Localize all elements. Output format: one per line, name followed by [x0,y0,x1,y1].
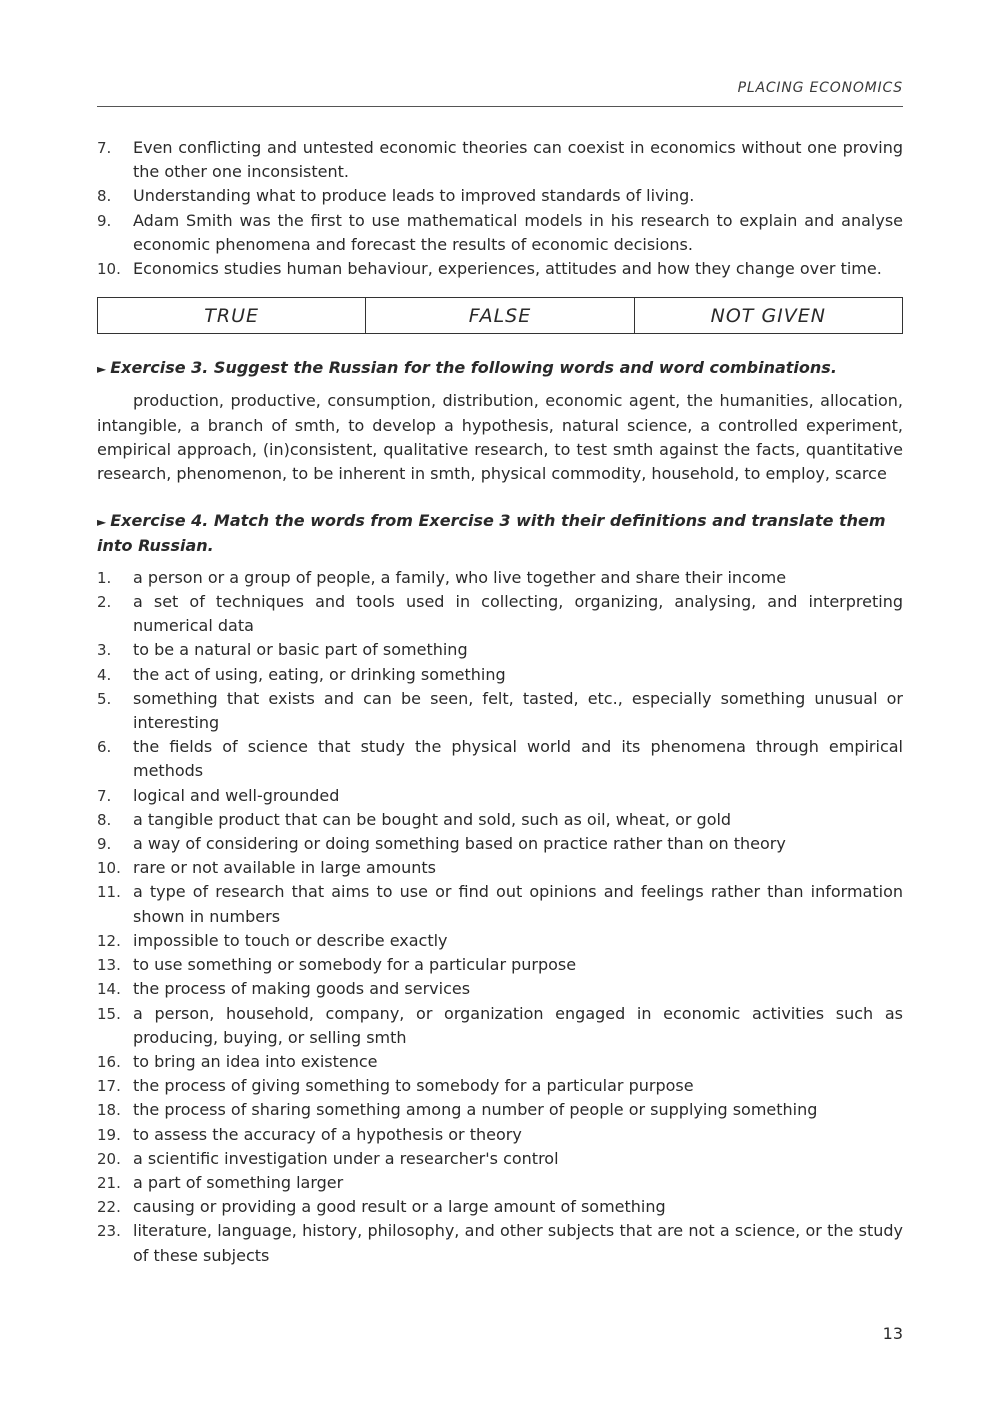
item-text: literature, language, history, philosophy, and other subjects that are not a science, or the study of these subjects [133,1221,903,1265]
item-number: 20. [97,1149,121,1168]
item-text: impossible to touch or describe exactly [133,930,448,950]
list-item [97,136,903,184]
list-item [97,735,903,783]
true-column: TRUE [98,298,366,333]
item-text: Even conflicting and untested economic theories can coexist in economics without one proving the other one inconsistent. [133,138,903,182]
item-text: a way of considering or doing something based on practice rather than on theory [133,834,786,854]
list-item [97,1147,903,1171]
list-item [97,977,903,1001]
item-text: to use something or somebody for a particular purpose [133,955,577,975]
item-text: the fields of science that study the physical world and its phenomena through empirical methods [133,737,903,781]
list-item [97,1074,903,1098]
true-false-not-given-table [97,297,903,334]
list-item [97,184,903,208]
list-item [97,1219,903,1267]
page-number: 13 [882,1324,903,1343]
item-number: 18. [97,1101,121,1120]
item-number: 12. [97,931,121,950]
item-number: 10. [97,260,121,279]
item-number: 7. [97,139,112,157]
item-number: 14. [97,980,121,999]
item-text: the process of sharing something among a number of people or supplying something [133,1100,818,1120]
item-text: the process of giving something to somebody for a particular purpose [133,1076,694,1096]
list-item [97,832,903,856]
list-item [97,257,903,281]
list-item [97,687,903,735]
page-content [97,136,903,1268]
item-number: 2. [97,593,112,612]
item-text: causing or providing a good result or a large amount of something [133,1197,666,1217]
item-number: 4. [97,665,112,684]
exercise4-definitions [97,566,903,1268]
item-text: a type of research that aims to use or find out opinions and feelings rather than information shown in numbers [133,882,903,926]
item-text: rare or not available in large amounts [133,858,436,878]
item-number: 16. [97,1052,121,1071]
list-item [97,1123,903,1147]
item-text: a part of something larger [133,1172,344,1192]
item-number: 21. [97,1173,121,1192]
list-item [97,1171,903,1195]
exercise2-statements [97,136,903,281]
list-item [97,1098,903,1122]
item-text: a scientific investigation under a researcher's control [133,1148,559,1168]
item-text: Economics studies human behaviour, experiences, attitudes and how they change over time. [133,259,882,279]
list-item [97,808,903,832]
running-head: PLACING ECONOMICS [737,80,903,96]
item-number: 10. [97,859,121,878]
list-item [97,638,903,662]
item-text: the act of using, eating, or drinking something [133,664,506,684]
exercise3-heading [97,356,903,381]
item-number: 8. [97,187,112,206]
exercise3-word-list: production, productive, consumption, distribution, economic agent, the humanities, allocation, intangible, a branch of smth, to develop a hypothesis, natural science, a controlled experiment, empirical approach, (in)consistent, qualitative research, to test smth against the facts, quantitative research, phenomenon, to be inherent in smth, physical commodity, household, to employ, scarce [97,391,903,484]
item-number: 17. [97,1077,121,1096]
item-text: Adam Smith was the first to use mathematical models in his research to explain and analyse economic phenomena and forecast the results of economic decisions. [133,210,903,254]
item-number: 13. [97,956,121,975]
item-number: 22. [97,1198,121,1217]
list-item [97,1002,903,1050]
item-text: to bring an idea into existence [133,1051,378,1071]
list-item [97,856,903,880]
item-number: 11. [97,883,121,902]
list-item [97,953,903,977]
item-text: Understanding what to produce leads to improved standards of living. [133,186,695,206]
list-item [97,663,903,687]
item-text: to assess the accuracy of a hypothesis or theory [133,1124,522,1144]
item-number: 6. [97,738,112,757]
item-number: 15. [97,1004,121,1023]
list-item [97,1050,903,1074]
item-text: a set of techniques and tools used in collecting, organizing, analysing, and interpreting numerical data [133,592,903,636]
item-text: a tangible product that can be bought and sold, such as oil, wheat, or gold [133,809,732,829]
item-number: 5. [97,689,112,708]
list-item [97,209,903,257]
item-text: logical and well-grounded [133,785,340,805]
exercise4-heading [97,509,903,558]
item-number: 1. [97,568,112,587]
list-item [97,1195,903,1219]
item-text: the process of making goods and services [133,979,471,999]
item-number: 9. [97,211,112,230]
item-text: a person, household, company, or organization engaged in economic activities such as producing, buying, or selling smth [133,1003,903,1047]
not-given-column: NOT GIVEN [710,304,826,327]
arrow-icon: ► [97,362,107,377]
list-item [97,590,903,638]
item-text: something that exists and can be seen, felt, tasted, etc., especially something unusual or interesting [133,688,903,733]
item-number: 9. [97,835,112,854]
list-item [97,784,903,808]
item-number: 3. [97,641,112,660]
item-number: 19. [97,1125,121,1144]
item-number: 23. [97,1222,121,1241]
item-number: 8. [97,810,112,829]
list-item [97,929,903,953]
exercise3-heading-text: Exercise 3. Suggest the Russian for the following words and word combinations. [110,358,837,378]
list-item [97,566,903,590]
item-text: to be a natural or basic part of something [133,640,468,660]
exercise4-heading-text: Exercise 4. Match the words from Exercise 3 with their definitions and translate them into Russian. [97,510,886,555]
header-rule [97,106,903,107]
item-number: 7. [97,786,112,805]
list-item [97,880,903,928]
false-column: FALSE [366,298,634,333]
item-text: a person or a group of people, a family, who live together and share their income [133,567,787,587]
arrow-icon: ► [97,514,107,529]
